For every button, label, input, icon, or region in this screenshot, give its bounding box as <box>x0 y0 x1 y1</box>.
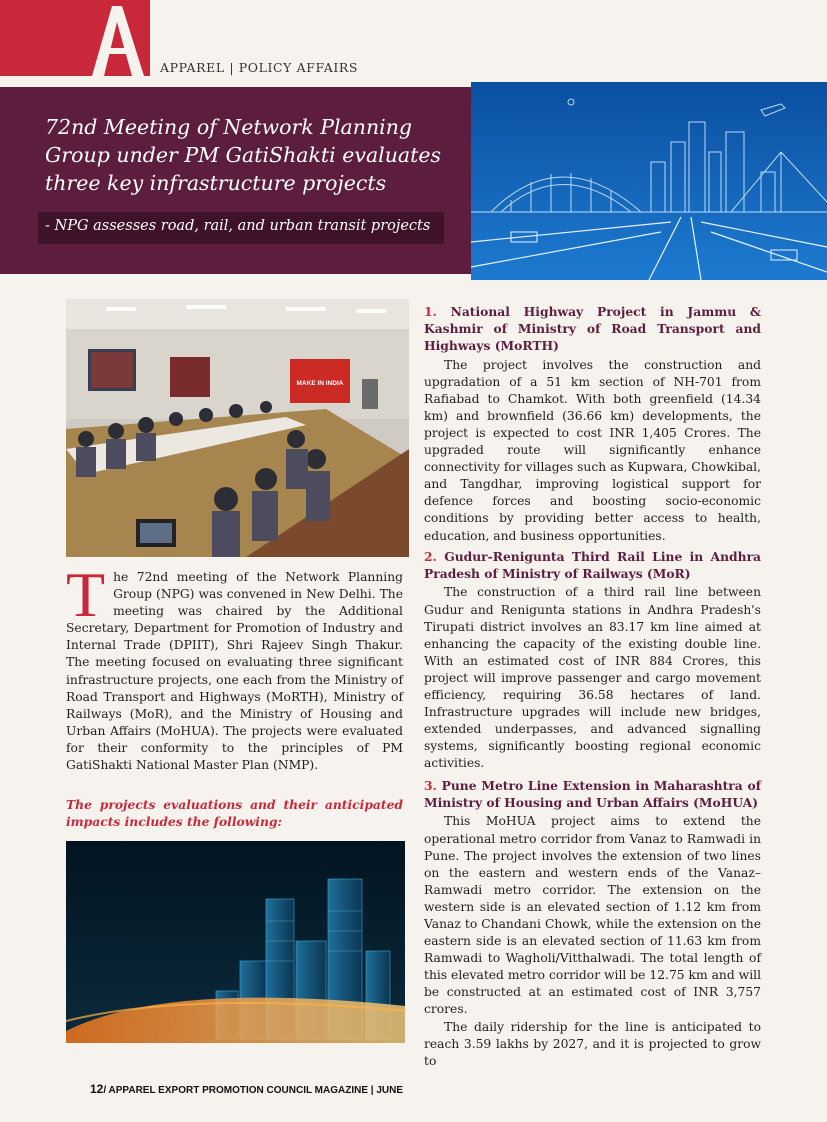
project-3-paragraph-1: This MoHUA project aims to extend the operational metro corridor from Vanaz to Ramwadi in Pune. The project involves the extension of two lines on the eastern and western ends of the Vanaz–Ramwadi metro corridor. The extension on the western side is an elevated section of 1.12 km from Vanaz to Chandani Chowk, while the extension on the eastern side is an elevated section of 11.63 km from Ramwadi to Wagholi/Vitthalwadi. The total length of this elevated metro corridor will be 12.75 km and will be constructed at an estimated cost of INR 3,757 crores. <box>424 814 761 1017</box>
footer-text: / APPAREL EXPORT PROMOTION COUNCIL MAGAZINE | JUNE <box>103 1085 404 1096</box>
page-number: 12 <box>90 1082 104 1096</box>
intro-paragraph <box>66 559 403 774</box>
project-3-heading <box>424 777 761 811</box>
project-2-heading <box>424 548 761 582</box>
article-subtitle: - NPG assesses road, rail, and urban transit projects <box>45 218 431 234</box>
project-1-heading <box>424 303 761 355</box>
page-footer <box>90 1082 403 1096</box>
intro-text: he 72nd meeting of the Network Planning Group (NPG) was convened in New Delhi. The meeting was chaired by the Additional Secretary, Department for Promotion of Industry and Internal Trade (DPIIT), Shri Rajeev Singh Thakur. The meeting focused on evaluating three significant infrastructure projects, one each from the Ministry of Road Transport and Highways (MoRTH), Ministry of Railways (MoR), and the Ministry of Housing and Urban Affairs (MoHUA). The projects were evaluated for their conformity to the principles of PM GatiShakti National Master Plan (NMP). <box>66 570 403 773</box>
hero-illustration <box>471 82 827 280</box>
project-3-paragraph-2: The daily ridership for the line is anticipated to reach 3.59 lakhs by 2027, and it is projected to grow to <box>424 1019 761 1068</box>
logo-a-icon <box>0 0 150 76</box>
screen-text: MAKE IN INDIA <box>296 380 344 387</box>
project-2 <box>424 548 761 772</box>
meeting-photo <box>66 299 409 557</box>
city-illustration <box>66 841 405 1043</box>
article-title: 72nd Meeting of Network Planning Group under PM GatiShakti evaluates three key infrastructure projects <box>45 115 442 195</box>
project-2-title: Gudur-Renigunta Third Rail Line in Andhra Pradesh of Ministry of Railways (MoR) <box>424 549 762 582</box>
project-1-number: 1. <box>424 304 437 319</box>
project-1-paragraph: The project involves the construction and upgradation of a 51 km section of NH-701 from Rafiabad to Chamkot. With both greenfield (14.34 km) and brownfield (36.66 km) developments, the project is expected to cost INR 1,405 Crores. The upgraded route will significantly enhance connectivity for villages such as Kupwara, Chowkibal, and Tangdhar, improving logistical support for defence forces and boosting socio-economic conditions by providing better access to health, education, and business opportunities. <box>424 357 761 543</box>
project-3 <box>424 777 761 1070</box>
lead-line: The projects evaluations and their anticipated impacts includes the following: <box>66 797 403 829</box>
project-3-title: Pune Metro Line Extension in Maharashtra of Ministry of Housing and Urban Affairs (MoHUA) <box>424 778 762 811</box>
project-3-number: 3. <box>424 778 437 793</box>
drop-cap: T <box>66 559 106 630</box>
project-1-title: National Highway Project in Jammu & Kashmir of Ministry of Road Transport and Highways (MoRTH) <box>424 304 762 354</box>
project-2-number: 2. <box>424 549 437 564</box>
logo-block <box>0 0 150 76</box>
section-label: APPAREL | POLICY AFFAIRS <box>160 60 359 75</box>
project-2-paragraph: The construction of a third rail line between Gudur and Renigunta stations in Andhra Pradesh's Tirupati district involves an 83.17 km line aimed at enhancing the capacity of the existing double line. With an estimated cost of INR 884 Crores, this project will improve passenger and cargo movement efficiency, requiring 36.58 hectares of land. Infrastructure upgrades will include new bridges, extended underpasses, and advanced signalling systems, significantly boosting regional economic activities. <box>424 585 761 771</box>
project-1 <box>424 303 761 545</box>
